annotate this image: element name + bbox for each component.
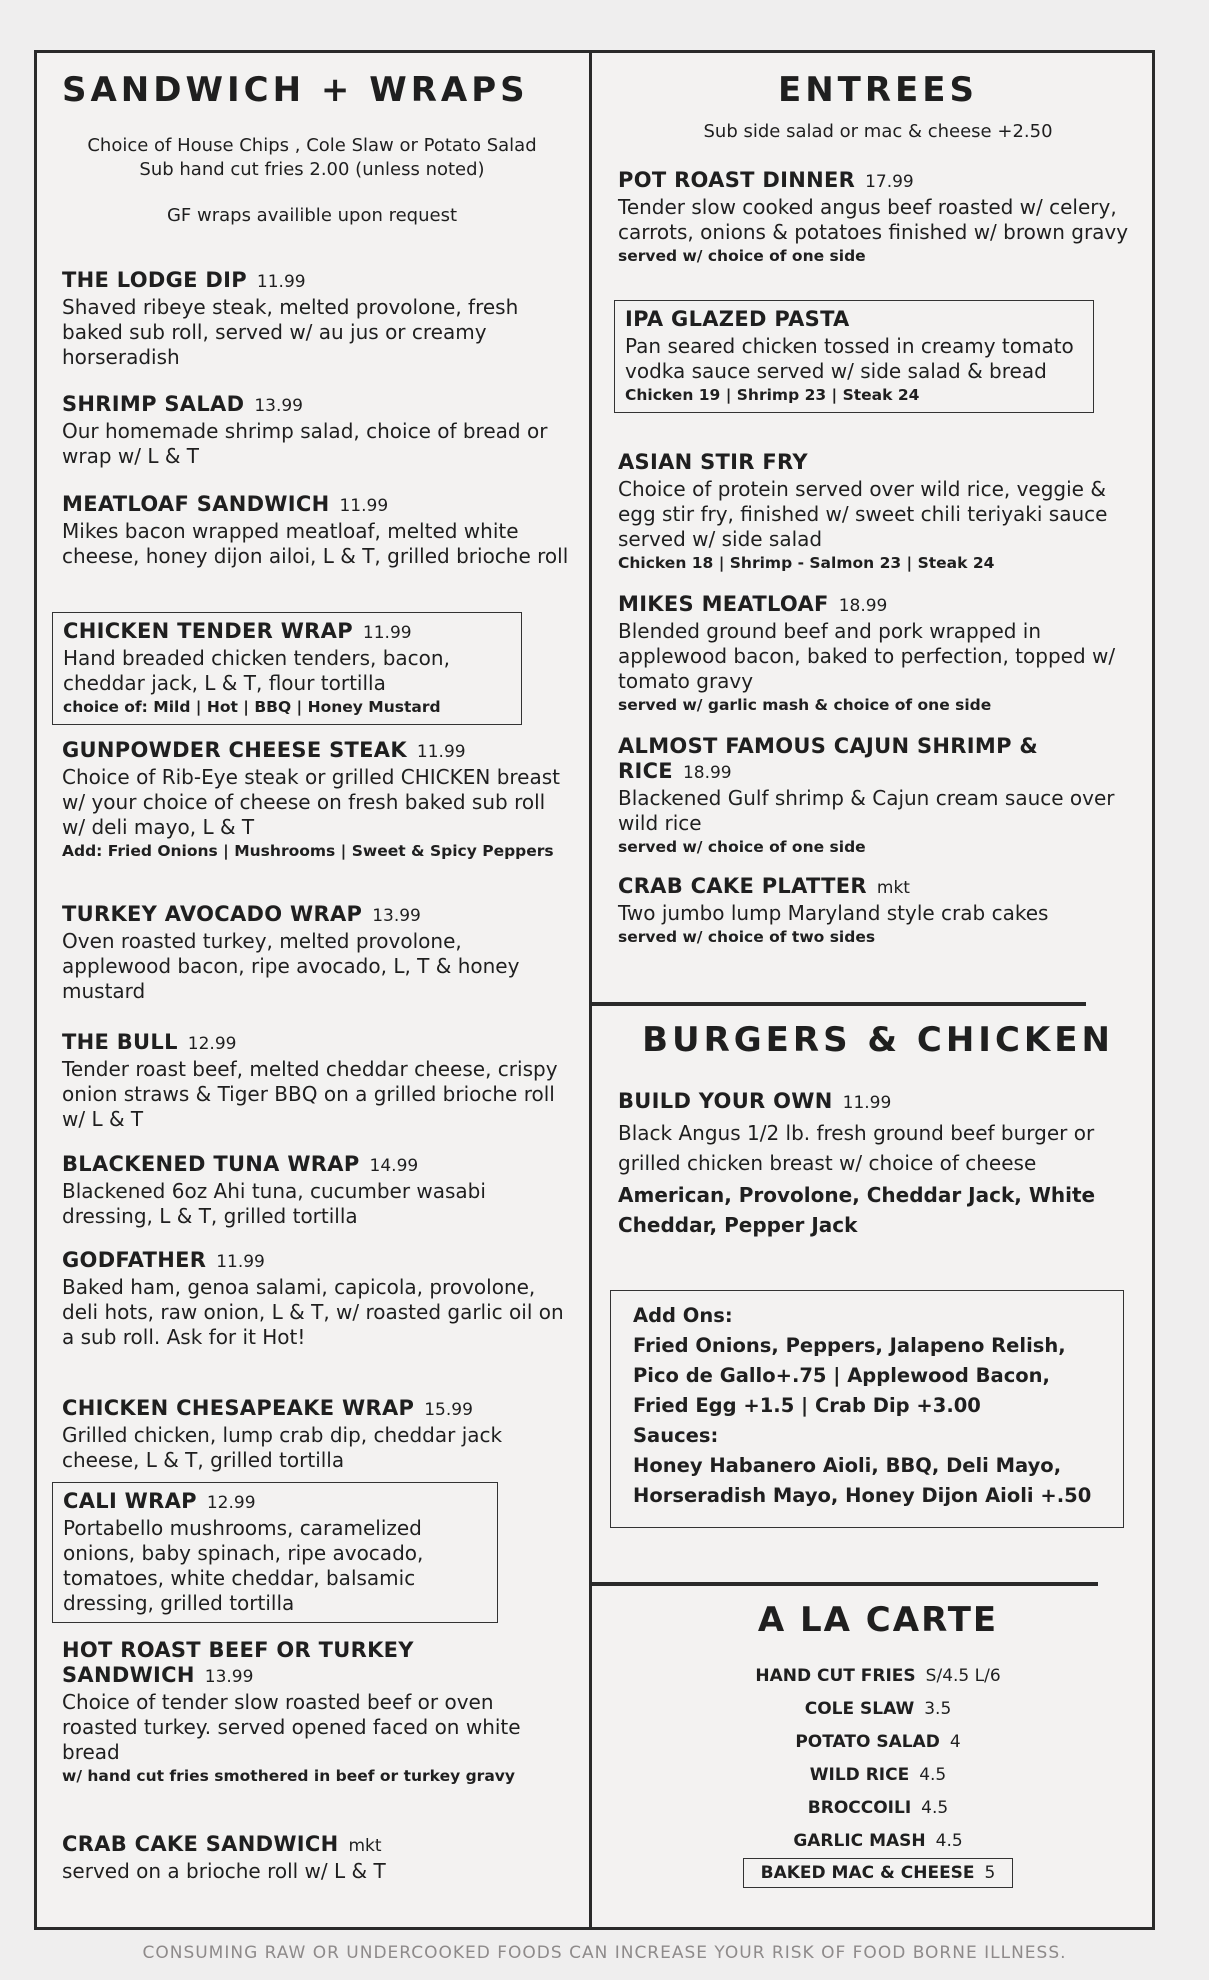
item-desc: Mikes bacon wrapped meatloaf, melted white cheese, honey dijon ailoi, L & T, grilled brioche roll	[62, 519, 569, 568]
item-name: COLE SLAW	[804, 1699, 915, 1719]
list-item	[618, 1759, 1138, 1792]
item-price: 11.99	[339, 496, 389, 516]
item-desc: Blackened Gulf shrimp & Cajun cream sauce over wild rice	[618, 786, 1115, 835]
item-price: 5	[984, 1863, 996, 1883]
item-name: CRAB CAKE PLATTER	[618, 874, 867, 898]
item-desc: Shaved ribeye steak, melted provolone, fresh baked sub roll, served w/ au jus or creamy horseradish	[62, 295, 519, 369]
item-desc: Two jumbo lump Maryland style crab cakes	[618, 901, 1049, 925]
item-price: 13.99	[204, 1667, 254, 1687]
item-price: 13.99	[372, 906, 421, 926]
item-note: Add: Fried Onions | Mushrooms | Sweet & Spicy Peppers	[62, 842, 554, 860]
item-name: SHRIMP SALAD	[62, 392, 245, 416]
item-note: served w/ choice of one side	[618, 838, 866, 856]
item-price: 18.99	[838, 596, 888, 616]
item-name: POT ROAST DINNER	[618, 168, 856, 192]
item-name: CRAB CAKE SANDWICH	[62, 1832, 339, 1856]
item-note: Chicken 18 | Shrimp - Salmon 23 | Steak 24	[618, 554, 995, 572]
item-price: S/4.5 L/6	[925, 1666, 1001, 1686]
item-desc: Grilled chicken, lump crab dip, cheddar jack cheese, L & T, grilled tortilla	[62, 1423, 503, 1472]
item-name: ALMOST FAMOUS CAJUN SHRIMP & RICE	[618, 734, 1038, 783]
item-desc: Choice of tender slow roasted beef or oven roasted turkey. served opened faced on white bread	[62, 1690, 521, 1764]
item-note: served w/ choice of two sides	[618, 928, 876, 946]
menu-item	[618, 874, 1138, 948]
menu-item	[618, 734, 1138, 858]
item-price: mkt	[348, 1836, 382, 1856]
item-price: 4.5	[919, 1765, 947, 1785]
item-name: BAKED MAC & CHEESE	[760, 1863, 975, 1883]
item-price: 13.99	[254, 396, 303, 416]
item-name: CHICKEN CHESAPEAKE WRAP	[62, 1396, 415, 1420]
list-item-boxed	[743, 1858, 1013, 1888]
menu-item	[62, 1030, 572, 1132]
item-desc: Portabello mushrooms, caramelized onions, baby spinach, ripe avocado, tomatoes, white cheddar, balsamic dressing, grilled tortilla	[63, 1516, 424, 1615]
carte-list	[618, 1660, 1138, 1888]
item-name: ASIAN STIR FRY	[618, 450, 808, 474]
section-title: SANDWICH + WRAPS	[62, 70, 529, 110]
menu-item	[62, 1152, 572, 1229]
menu-item	[62, 1638, 572, 1787]
item-name: WILD RICE	[809, 1765, 910, 1785]
item-note: Chicken 19 | Shrimp 23 | Steak 24	[625, 386, 920, 404]
item-name: HAND CUT FRIES	[755, 1666, 916, 1686]
menu-item	[62, 902, 572, 1004]
item-name: BLACKENED TUNA WRAP	[62, 1152, 360, 1176]
item-price: 4	[949, 1732, 961, 1752]
list-item	[618, 1792, 1138, 1825]
menu-item	[618, 1086, 1138, 1240]
addons-list: Fried Onions, Peppers, Jalapeno Relish, Pico de Gallo+.75 | Applewood Bacon, Fried Egg +1.5 | Crab Dip +3.00	[633, 1334, 1066, 1417]
section-note: Sub side salad or mac & cheese +2.50	[703, 121, 1053, 142]
section-title: BURGERS & CHICKEN	[642, 1020, 1114, 1060]
section-divider	[592, 1582, 1098, 1586]
menu-item-boxed	[52, 1482, 498, 1623]
item-note: served w/ choice of one side	[618, 247, 866, 265]
addons-box	[610, 1290, 1124, 1528]
item-desc: Tender slow cooked angus beef roasted w/ celery, carrots, onions & potatoes finished w/ brown gravy	[618, 195, 1129, 244]
menu-item-boxed	[52, 612, 522, 725]
item-desc: Pan seared chicken tossed in creamy tomato vodka sauce served w/ side salad & bread	[625, 334, 1074, 383]
item-name: MEATLOAF SANDWICH	[62, 492, 330, 516]
item-price: 14.99	[369, 1156, 419, 1176]
section-note: GF wraps availible upon request	[166, 205, 458, 226]
item-desc: Black Angus 1/2 lb. fresh ground beef burger or grilled chicken breast w/ choice of cheese	[618, 1121, 1095, 1175]
list-item	[618, 1660, 1138, 1693]
item-desc: Hand breaded chicken tenders, bacon, cheddar jack, L & T, flour tortilla	[63, 646, 450, 695]
menu-item	[62, 1248, 572, 1350]
item-price: 11.99	[362, 623, 412, 643]
item-price: 3.5	[924, 1699, 952, 1719]
item-desc: Baked ham, genoa salami, capicola, provolone, deli hots, raw onion, L & T, w/ roasted garlic oil on a sub roll. Ask for it Hot!	[62, 1275, 564, 1349]
item-name: MIKES MEATLOAF	[618, 592, 829, 616]
sauces-title: Sauces:	[633, 1424, 719, 1447]
item-desc: Our homemade shrimp salad, choice of bread or wrap w/ L & T	[62, 419, 548, 468]
item-price: 11.99	[842, 1093, 892, 1113]
item-name: CALI WRAP	[63, 1489, 197, 1513]
item-price: mkt	[876, 878, 910, 898]
menu-item	[62, 1396, 572, 1473]
item-price: 4.5	[921, 1798, 949, 1818]
item-name: HOT ROAST BEEF OR TURKEY SANDWICH	[62, 1638, 414, 1687]
item-name: GUNPOWDER CHEESE STEAK	[62, 738, 407, 762]
item-desc: Blackened 6oz Ahi tuna, cucumber wasabi dressing, L & T, grilled tortilla	[62, 1179, 486, 1228]
item-desc: Choice of Rib-Eye steak or grilled CHICKEN breast w/ your choice of cheese on fresh baked sub roll w/ deli mayo, L & T	[62, 765, 560, 839]
item-desc: Choice of protein served over wild rice, veggie & egg stir fry, finished w/ sweet chili teriyaki sauce served w/ side salad	[618, 477, 1108, 551]
menu-item-boxed	[614, 300, 1094, 413]
item-desc: Blended ground beef and pork wrapped in applewood bacon, baked to perfection, topped w/ tomato gravy	[618, 619, 1116, 693]
item-name: GARLIC MASH	[793, 1831, 926, 1851]
section-note: Choice of House Chips , Cole Slaw or Potato Salad	[87, 135, 537, 156]
item-name: GODFATHER	[62, 1248, 207, 1272]
menu-item	[618, 168, 1138, 267]
cheese-options: American, Provolone, Cheddar Jack, White Cheddar, Pepper Jack	[618, 1183, 1096, 1237]
item-name: POTATO SALAD	[795, 1732, 940, 1752]
menu-item	[62, 392, 572, 469]
item-desc: served on a brioche roll w/ L & T	[62, 1859, 386, 1883]
item-name: THE LODGE DIP	[62, 268, 247, 292]
list-item	[618, 1726, 1138, 1759]
section-divider	[592, 1002, 1086, 1006]
list-item	[618, 1693, 1138, 1726]
item-price: 15.99	[424, 1400, 473, 1420]
section-title: ENTREES	[778, 70, 978, 110]
section-note: Sub hand cut fries 2.00 (unless noted)	[139, 159, 485, 180]
menu-item	[618, 592, 1138, 716]
menu-item	[62, 268, 572, 370]
item-note: served w/ garlic mash & choice of one side	[618, 696, 992, 714]
item-price: 11.99	[216, 1252, 265, 1272]
item-price: 11.99	[256, 272, 306, 292]
item-name: BUILD YOUR OWN	[618, 1089, 833, 1113]
item-price: 11.99	[416, 742, 466, 762]
menu-item	[62, 738, 572, 862]
item-price: 12.99	[187, 1034, 237, 1054]
menu-item	[62, 492, 572, 569]
item-name: IPA GLAZED PASTA	[625, 307, 850, 331]
section-title: A LA CARTE	[757, 1600, 999, 1640]
menu-item	[62, 1832, 572, 1884]
item-name: TURKEY AVOCADO WRAP	[62, 902, 363, 926]
item-price: 17.99	[865, 172, 914, 192]
list-item	[618, 1825, 1138, 1858]
item-desc: Oven roasted turkey, melted provolone, applewood bacon, ripe avocado, L, T & honey mustard	[62, 929, 520, 1003]
column-divider	[589, 50, 592, 1930]
item-name: THE BULL	[62, 1030, 178, 1054]
item-note: w/ hand cut fries smothered in beef or turkey gravy	[62, 1767, 515, 1785]
item-price: 18.99	[682, 763, 732, 783]
food-safety-disclaimer: CONSUMING RAW OR UNDERCOOKED FOODS CAN INCREASE YOUR RISK OF FOOD BORNE ILLNESS.	[142, 1943, 1067, 1963]
sauces-list: Honey Habanero Aioli, BBQ, Deli Mayo, Horseradish Mayo, Honey Dijon Aioli +.50	[633, 1454, 1092, 1507]
item-desc: Tender roast beef, melted cheddar cheese, crispy onion straws & Tiger BBQ on a grilled brioche roll w/ L & T	[62, 1057, 558, 1131]
item-name: BROCCOILI	[807, 1798, 912, 1818]
addons-title: Add Ons:	[633, 1304, 733, 1327]
item-note: choice of: Mild | Hot | BBQ | Honey Mustard	[63, 698, 441, 716]
item-price: 12.99	[206, 1493, 256, 1513]
item-name: CHICKEN TENDER WRAP	[63, 619, 353, 643]
item-price: 4.5	[935, 1831, 963, 1851]
menu-item	[618, 450, 1138, 574]
